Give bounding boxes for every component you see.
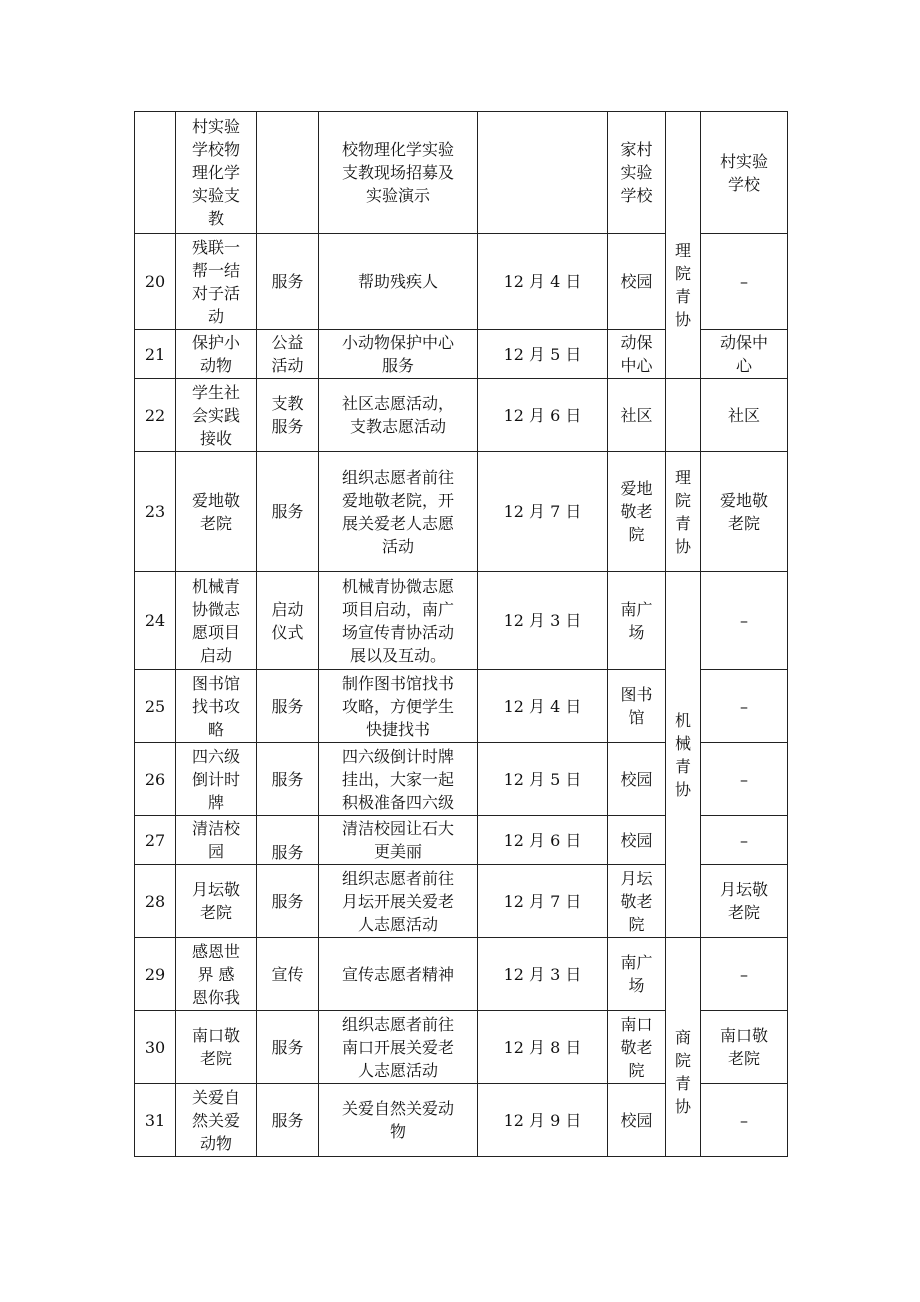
row-number: 26	[135, 743, 176, 816]
activity-type: 支教 服务	[257, 379, 319, 452]
row-number: 22	[135, 379, 176, 452]
activity-name: 保护小 动物	[176, 330, 257, 379]
activity-target: 爱地敬 老院	[701, 452, 788, 572]
activity-target: –	[701, 572, 788, 670]
row-number: 23	[135, 452, 176, 572]
activity-content: 机械青协微志愿 项目启动，南广 场宣传青协活动 展以及互动。	[319, 572, 478, 670]
activity-target: –	[701, 743, 788, 816]
row-number: 30	[135, 1011, 176, 1084]
activity-date: 12 月 9 日	[478, 1084, 608, 1157]
activity-name: 图书馆 找书攻 略	[176, 670, 257, 743]
organizer: 理 院 青 协	[666, 112, 701, 379]
activity-target: –	[701, 670, 788, 743]
activity-content: 四六级倒计时牌 挂出，大家一起 积极准备四六级	[319, 743, 478, 816]
activity-date: 12 月 7 日	[478, 452, 608, 572]
activity-date: 12 月 6 日	[478, 816, 608, 865]
activity-date	[478, 112, 608, 234]
activity-type: 服务	[257, 1011, 319, 1084]
activity-place: 家村 实验 学校	[608, 112, 666, 234]
table-row	[135, 572, 788, 670]
activity-date: 12 月 3 日	[478, 938, 608, 1011]
activity-content: 组织志愿者前往 月坛开展关爱老 人志愿活动	[319, 865, 478, 938]
activity-type: 服务	[257, 234, 319, 330]
activity-place: 月坛 敬老 院	[608, 865, 666, 938]
activity-target: –	[701, 938, 788, 1011]
row-number: 29	[135, 938, 176, 1011]
activity-type: 服务	[257, 816, 319, 865]
activity-place: 校园	[608, 1084, 666, 1157]
activity-place: 南口 敬老 院	[608, 1011, 666, 1084]
table-row	[135, 938, 788, 1011]
table-row	[135, 452, 788, 572]
activity-date: 12 月 5 日	[478, 330, 608, 379]
activity-name: 关爱自 然关爱 动物	[176, 1084, 257, 1157]
table-row	[135, 112, 788, 234]
activity-content: 关爱自然关爱动 物	[319, 1084, 478, 1157]
activity-target: 社区	[701, 379, 788, 452]
activity-content: 组织志愿者前往 南口开展关爱老 人志愿活动	[319, 1011, 478, 1084]
activity-type: 宣传	[257, 938, 319, 1011]
activity-name: 月坛敬 老院	[176, 865, 257, 938]
activity-type: 服务	[257, 743, 319, 816]
activity-content: 校物理化学实验 支教现场招募及 实验演示	[319, 112, 478, 234]
activity-place: 校园	[608, 234, 666, 330]
activity-type	[257, 112, 319, 234]
activity-name: 村实验 学校物 理化学 实验支 教	[176, 112, 257, 234]
row-number: 27	[135, 816, 176, 865]
organizer: 理 院 青 协	[666, 452, 701, 572]
activity-target: –	[701, 816, 788, 865]
activity-name: 感恩世 界 感 恩你我	[176, 938, 257, 1011]
activity-type: 服务	[257, 1084, 319, 1157]
activity-date: 12 月 4 日	[478, 670, 608, 743]
row-number: 28	[135, 865, 176, 938]
activity-name: 机械青 协微志 愿项目 启动	[176, 572, 257, 670]
activity-date: 12 月 3 日	[478, 572, 608, 670]
activity-target: 村实验 学校	[701, 112, 788, 234]
activity-content: 社区志愿活动， 支教志愿活动	[319, 379, 478, 452]
activity-place: 校园	[608, 743, 666, 816]
activity-place: 校园	[608, 816, 666, 865]
activity-name: 学生社 会实践 接收	[176, 379, 257, 452]
row-number	[135, 112, 176, 234]
row-number: 31	[135, 1084, 176, 1157]
row-number: 20	[135, 234, 176, 330]
activity-type: 服务	[257, 670, 319, 743]
activity-name: 爱地敬 老院	[176, 452, 257, 572]
activity-content: 宣传志愿者精神	[319, 938, 478, 1011]
activity-content: 组织志愿者前往 爱地敬老院，开 展关爱老人志愿 活动	[319, 452, 478, 572]
activity-date: 12 月 5 日	[478, 743, 608, 816]
activity-date: 12 月 4 日	[478, 234, 608, 330]
activity-target: 动保中 心	[701, 330, 788, 379]
activity-target: –	[701, 1084, 788, 1157]
table-row	[135, 379, 788, 452]
activity-name: 南口敬 老院	[176, 1011, 257, 1084]
activity-place: 南广 场	[608, 938, 666, 1011]
organizer: 机 械 青 协	[666, 572, 701, 938]
activity-place: 图书 馆	[608, 670, 666, 743]
activity-place: 爱地 敬老 院	[608, 452, 666, 572]
activity-target: 南口敬 老院	[701, 1011, 788, 1084]
activity-place: 动保 中心	[608, 330, 666, 379]
organizer: 商 院 青 协	[666, 938, 701, 1157]
activity-type: 服务	[257, 452, 319, 572]
activity-type: 启动 仪式	[257, 572, 319, 670]
row-number: 25	[135, 670, 176, 743]
activity-date: 12 月 6 日	[478, 379, 608, 452]
activity-content: 帮助残疾人	[319, 234, 478, 330]
activity-name: 残联一 帮一结 对子活 动	[176, 234, 257, 330]
activity-type: 公益 活动	[257, 330, 319, 379]
row-number: 24	[135, 572, 176, 670]
activity-name: 四六级 倒计时 牌	[176, 743, 257, 816]
activity-date: 12 月 8 日	[478, 1011, 608, 1084]
activity-date: 12 月 7 日	[478, 865, 608, 938]
activity-type: 服务	[257, 865, 319, 938]
activity-target: –	[701, 234, 788, 330]
activity-content: 制作图书馆找书 攻略，方便学生 快捷找书	[319, 670, 478, 743]
activity-place: 社区	[608, 379, 666, 452]
activity-name: 清洁校 园	[176, 816, 257, 865]
activity-content: 小动物保护中心 服务	[319, 330, 478, 379]
row-number: 21	[135, 330, 176, 379]
activity-content: 清洁校园让石大 更美丽	[319, 816, 478, 865]
activity-place: 南广 场	[608, 572, 666, 670]
activity-schedule-table	[134, 111, 788, 1157]
activity-target: 月坛敬 老院	[701, 865, 788, 938]
organizer	[666, 379, 701, 452]
